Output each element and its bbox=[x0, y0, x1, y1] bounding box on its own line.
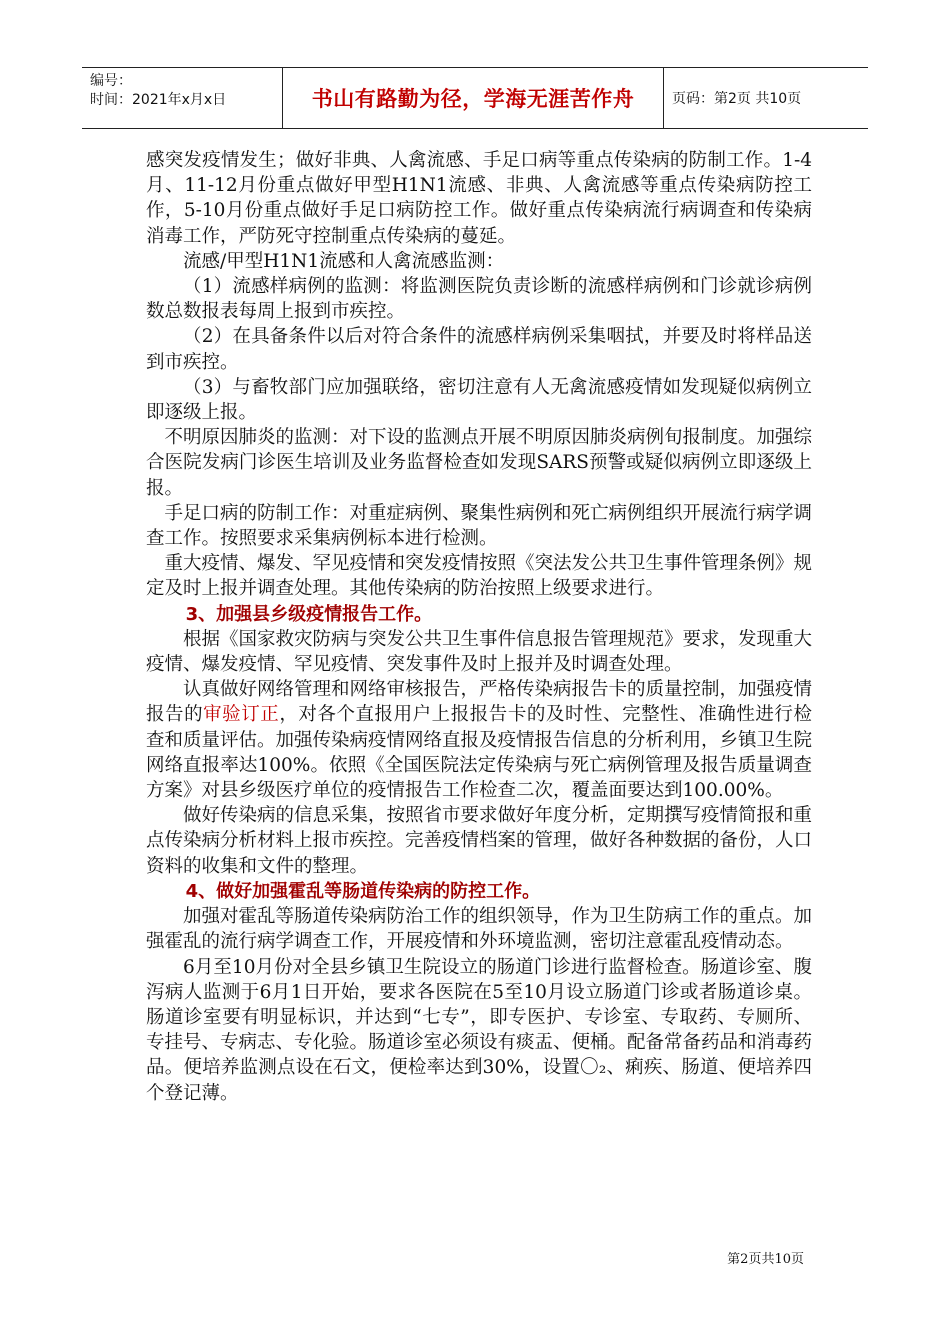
paragraph: 做好传染病的信息采集，按照省市要求做好年度分析，定期撰写疫情简报和重点传染病分析材料上报市疾控。完善疫情档案的管理，做好各种数据的备份，人口资料的收集和文件的整理。 bbox=[146, 805, 813, 877]
header-motto: 书山有路勤为径，学海无涯苦作舟 bbox=[282, 68, 664, 128]
paragraph: （2）在具备条件以后对符合条件的流感样病例采集咽拭，并要及时将样品送到市疾控。 bbox=[146, 326, 812, 373]
paragraph: 流感/甲型H1N1流感和人禽流感监测： bbox=[183, 250, 505, 272]
paragraph: （3）与畜牧部门应加强联络，密切注意有人无禽流感疫情如发现疑似病例立即逐级上报。 bbox=[146, 376, 812, 424]
document-date: 时间：2021年x月x日 bbox=[90, 92, 227, 108]
highlighted-term: 审验订正 bbox=[203, 704, 280, 726]
paragraph: 手足口病的防制工作：对重症病例、聚集性病例和死亡病例组织开展流行病学调查工作。按照要求采集病例标本进行检测。 bbox=[146, 502, 813, 550]
paragraph: 6月至10月份对全县乡镇卫生院设立的肠道门诊进行监督检查。肠道诊室、腹泻病人监测于6月1日开始，要求各医院在5至10月设立肠道门诊或者肠道诊桌。肠道诊室要有明显标识，并达到“七专”，即专医护、专诊室、专取药、专厕所、专挂号、专病志、专化验。肠道诊室必须设有痰盂、便桶。配备常备药品和消毒药品。便培养监测点设在石文，便检率达到30%，设置〇₂、痢疾、肠道、便培养四个登记薄。 bbox=[146, 956, 813, 1104]
paragraph: 不明原因肺炎的监测：对下设的监测点开展不明原因肺炎病例旬报制度。加强综合医院发病门诊医生培训及业务监督检查如发现SARS预警或疑似病例立即逐级上报。 bbox=[146, 427, 813, 499]
document-body bbox=[146, 148, 812, 1106]
paragraph: （1）流感样病例的监测：将监测医院负责诊断的流感样病例和门诊就诊病例数总数报表每周上报到市疾控。 bbox=[146, 276, 812, 323]
page-header bbox=[82, 67, 868, 129]
header-page-number: 页码：第2页 共10页 bbox=[672, 91, 802, 107]
section-heading-3: 3、加强县乡级疫情报告工作。 bbox=[185, 603, 433, 625]
header-meta bbox=[82, 68, 282, 128]
paragraph: 感突发疫情发生；做好非典、人禽流感、手足口病等重点传染病的防制工作。1-4月、11-12月份重点做好甲型H1N1流感、非典、人禽流感等重点传染病防控工作，5-10月份重点做好手足口病防控工作。做好重点传染病流行病调查和传染病消毒工作，严防死守控制重点传染病的蔓延。 bbox=[146, 150, 812, 247]
paragraph-text: 认真做好网络管理和网络审核报告，严格传染病报告卡的质量控制，加强疫情报告的 bbox=[146, 679, 813, 726]
section-heading-4: 4、做好加强霍乱等肠道传染病的防控工作。 bbox=[185, 880, 541, 902]
paragraph: 加强对霍乱等肠道传染病防治工作的组织领导，作为卫生防病工作的重点。加强霍乱的流行病学调查工作，开展疫情和外环境监测，密切注意霍乱疫情动态。 bbox=[146, 906, 813, 953]
paragraph bbox=[146, 677, 812, 803]
paragraph-text: ，对各个直报用户上报报告卡的及时性、完整性、准确性进行检查和质量评估。加强传染病疫情网络直报及疫情报告信息的分析利用，乡镇卫生院网络直报率达100%。依照《全国医院法定传染病与死亡病例管理及报告质量调查方案》对县乡级医疗单位的疫情报告工作检查二次，覆盖面要达到100.00%。 bbox=[146, 704, 813, 802]
paragraph: 根据《国家救灾防病与突发公共卫生事件信息报告管理规范》要求，发现重大疫情、爆发疫情、罕见疫情、突发事件及时上报并及时调查处理。 bbox=[146, 628, 813, 676]
page-footer: 第2页共10页 bbox=[727, 1252, 804, 1267]
paragraph: 重大疫情、爆发、罕见疫情和突发疫情按照《突法发公共卫生事件管理条例》规定及时上报并调查处理。其他传染病的防治按照上级要求进行。 bbox=[146, 553, 813, 600]
document-number: 编号： bbox=[90, 73, 132, 89]
